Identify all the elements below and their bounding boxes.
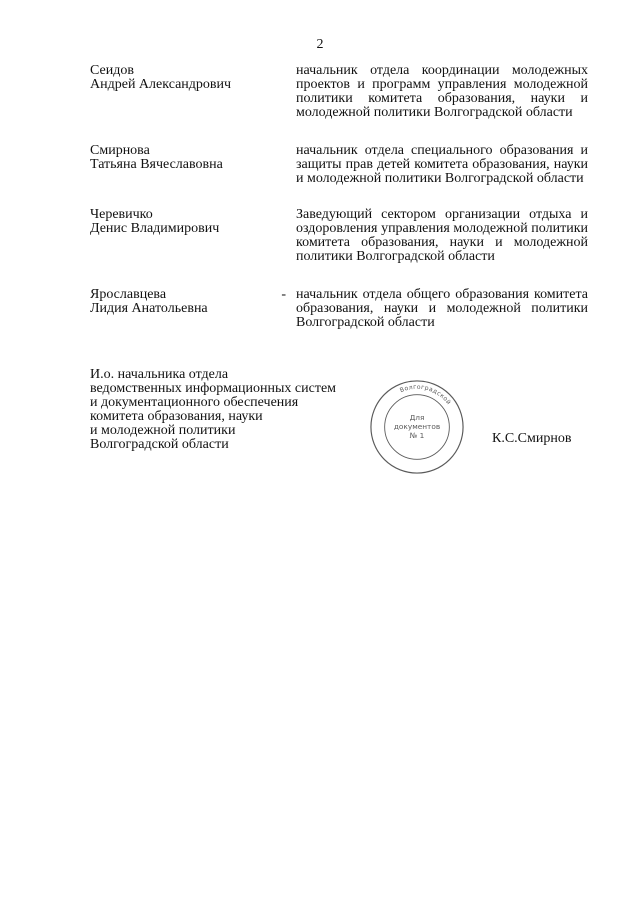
signature-title-line: И.о. начальника отдела — [90, 367, 229, 382]
member-role: начальник отдела общего образования комитета образования, науки и молодежной политики Волгоградской области — [296, 287, 588, 330]
member-given-names: Андрей Александрович — [90, 77, 232, 92]
member-role: начальник отдела координации молодежных проектов и программ управления молодежной политики комитета образования, науки и молодежной политики Волгоградской области — [296, 63, 588, 120]
signature-title-line: и молодежной политики — [90, 423, 236, 438]
signer-name: К.С.Смирнов — [492, 431, 572, 446]
signature-block — [90, 368, 390, 452]
stamp-center-line: документов — [393, 421, 441, 431]
member-given-names: Татьяна Вячеславовна — [90, 157, 223, 172]
member-name — [90, 288, 280, 316]
member-given-names: Денис Владимирович — [90, 221, 220, 236]
member-given-names: Лидия Анатольевна — [90, 301, 208, 316]
official-stamp — [368, 378, 466, 476]
member-name — [90, 144, 280, 172]
member-dash: - — [281, 287, 286, 302]
member-name — [90, 208, 280, 236]
stamp-center-line: Для — [409, 413, 425, 423]
member-row — [90, 144, 588, 208]
signature-title-line: и документационного обеспечения — [90, 395, 299, 410]
stamp-center-line: № 1 — [409, 430, 425, 440]
member-surname: Смирнова — [90, 143, 150, 158]
signature-title-line: комитета образования, науки — [90, 409, 263, 424]
signature-title-line: Волгоградской области — [90, 437, 229, 452]
stamp-ring-text: Волгоградской — [398, 383, 453, 407]
page-number: 2 — [316, 37, 324, 52]
member-surname: Ярославцева — [90, 287, 167, 302]
member-row — [90, 64, 588, 144]
members-list — [90, 64, 588, 358]
member-surname: Черевичко — [90, 207, 153, 222]
signature-title-line: ведомственных информационных систем — [90, 381, 337, 396]
member-name — [90, 64, 280, 92]
member-role: Заведующий сектором организации отдыха и оздоровления управления молодежной политики комитета образования, науки и молодежной политики Волгоградской области — [296, 207, 588, 264]
member-role: начальник отдела специального образования и защиты прав детей комитета образования, науки и молодежной политики Волгоградской области — [296, 143, 588, 186]
member-surname: Сеидов — [90, 63, 134, 78]
member-row — [90, 208, 588, 288]
member-row — [90, 288, 588, 358]
